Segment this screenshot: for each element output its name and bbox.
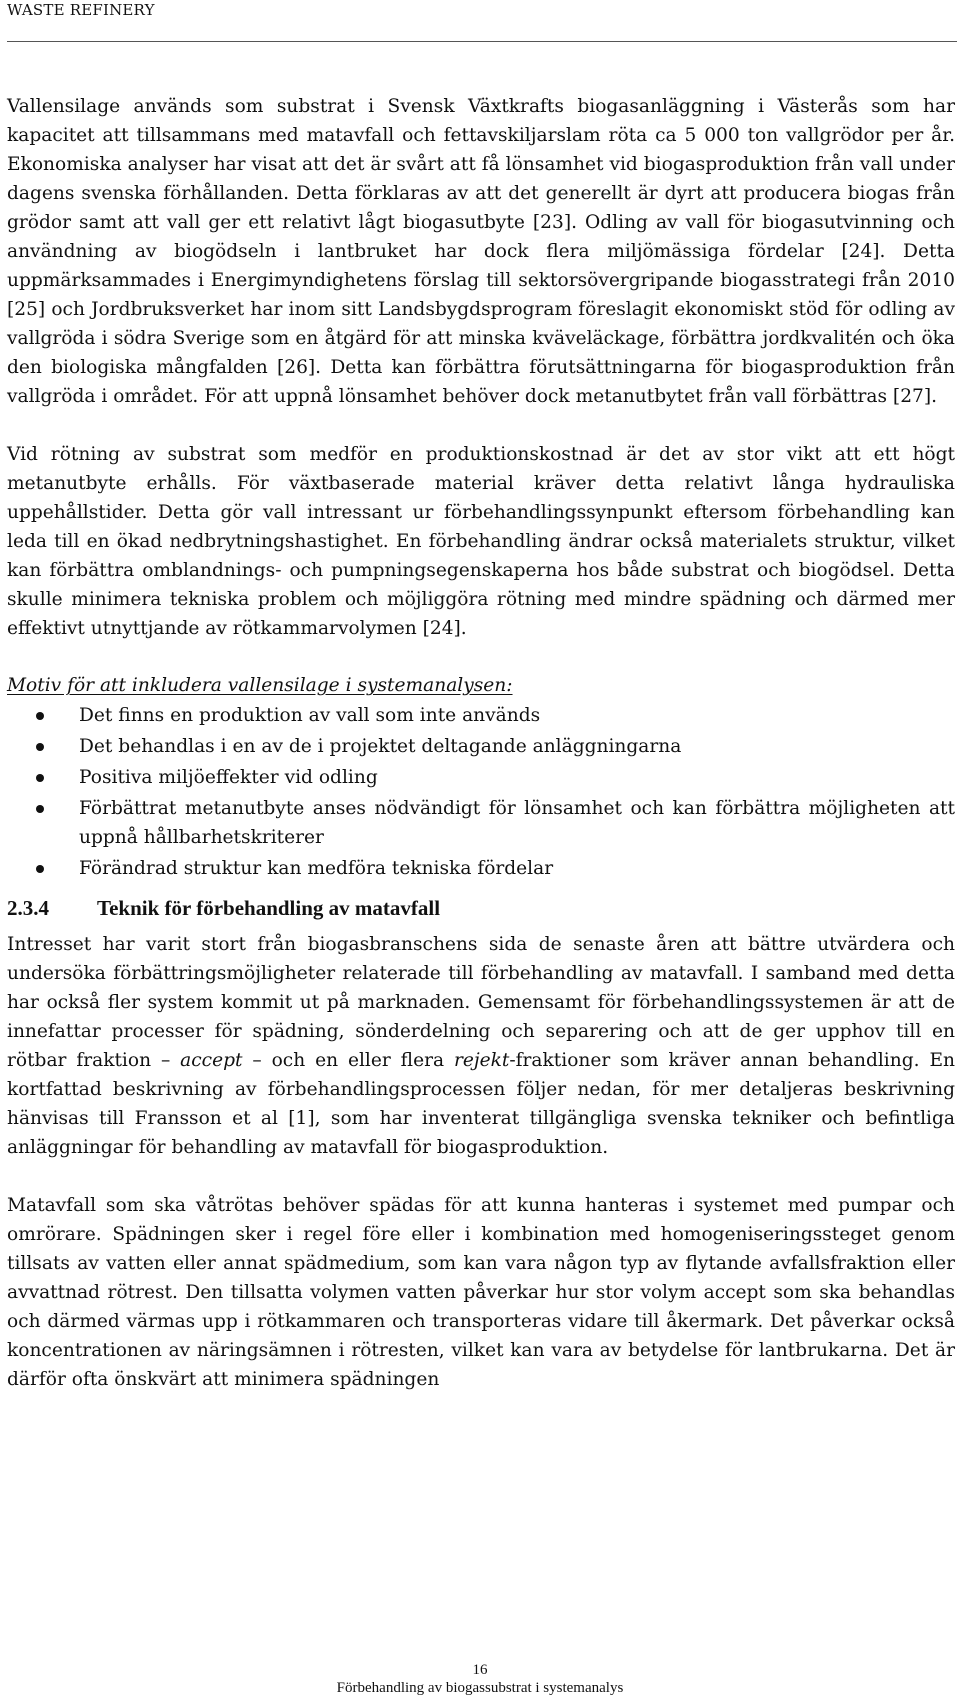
motiv-list	[7, 701, 955, 883]
bullet-icon	[36, 865, 44, 873]
list-item	[7, 763, 955, 792]
list-item-text: Det behandlas i en av de i projektet deltagande anläggningarna	[79, 736, 682, 757]
paragraph-vallensilage: Vallensilage används som substrat i Svensk Växtkrafts biogasanläggning i Västerås som har kapacitet att tillsammans med matavfall och fettavskiljarslam röta ca 5 000 ton vallgrödor per år. Ekonomiska analyser har visat att det är svårt att få lönsamhet vid biogasproduktion från vall under dagens svenska förhållanden. Detta förklaras av att det generellt är dyrt att producera biogas från grödor samt att vall ger ett relativt lågt biogasutbyte [23]. Odling av vall för biogasutvinning och användning av biogödseln i lantbruket har dock flera miljömässiga fördelar [24]. Detta uppmärksammades i Energimyndighetens förslag till sektorsövergripande biogasstrategi från 2010 [25] och Jordbruksverket har inom sitt Landsbygdsprogram föreslagit ekonomiskt stöd för odling av vallgröda i södra Sverige som en åtgärd för att minska kväveläckage, förbättra jordkvalitén och öka den biologiska mångfalden [26]. Detta kan förbättra förutsättningarna för biogasproduktion från vallgröda i området. För att uppnå lönsamhet behöver dock metanutbytet från vall förbättras [27].	[7, 96, 955, 407]
section-heading	[7, 892, 955, 924]
paragraph-text: – och en eller flera	[242, 1050, 454, 1071]
motiv-heading: Motiv för att inkludera vallensilage i systemanalysen:	[7, 675, 513, 696]
list-item	[7, 732, 955, 761]
page-header	[7, 0, 957, 42]
list-item	[7, 701, 955, 730]
paragraph-text: Intresset har varit stort från biogasbranschens sida de senaste åren att bättre utvärdera och undersöka förbättringsmöjligheter relaterade till förbehandling av matavfall. I samband med detta har också fler system kommit ut på marknaden. Gemensamt för förbehandlingssystemen är att de innefattar processer för spädning, sönderdelning och separering och att de ger upphov till en rötbar fraktion –	[7, 934, 955, 1071]
bullet-icon	[36, 805, 44, 813]
document-body	[7, 92, 955, 1394]
page-number: 16	[472, 1662, 488, 1678]
list-item-text: Förbättrat metanutbyte anses nödvändigt för lönsamhet och kan förbättra möjligheten att uppnå hållbarhetskriterer	[79, 798, 955, 848]
paragraph-text: -fraktioner som kräver annan behandling. En kortfattad beskrivning av förbehandlingsprocessen följer nedan, för mer detaljeras beskrivning hänvisas till Fransson et al [1], som har inventerat tillgängliga svenska tekniker och befintliga anläggningar för behandling av matavfall för biogasproduktion.	[7, 1050, 955, 1158]
bullet-icon	[36, 743, 44, 751]
bullet-icon	[36, 774, 44, 782]
list-item	[7, 854, 955, 883]
section-number: 2.3.4	[7, 896, 49, 920]
paragraph-spadning: Matavfall som ska våtrötas behöver spädas för att kunna hanteras i systemet med pumpar och omrörare. Spädningen sker i regel före eller i kombination med homogeniseringssteget genom tillsats av vatten eller annat spädmedium, som kan vara någon typ av flytande avfallsfraktion eller avvattnad rötrest. Den tillsatta volymen vatten påverkar hur stor volym accept som ska behandlas och därmed värmas upp i rötkammaren och transporteras vidare till åkermark. Det påverkar också koncentrationen av näringsämnen i rötresten, vilket kan vara av betydelse för lantbrukarna. Det är därför ofta önskvärt att minimera spädningen	[7, 1195, 955, 1390]
list-item-text: Positiva miljöeffekter vid odling	[79, 767, 378, 788]
footer-report-title: Förbehandling av biogassubstrat i systemanalys	[336, 1680, 624, 1696]
page-footer	[0, 1661, 960, 1697]
paragraph-forbehandling	[7, 930, 955, 1162]
header-title: WASTE REFINERY	[7, 1, 155, 19]
paragraph-rotning: Vid rötning av substrat som medför en produktionskostnad är det av stor vikt att ett högt metanutbyte erhålls. För växtbaserade material kräver detta relativt långa hydrauliska uppehållstider. Detta gör vall intressant ur förbehandlingssynpunkt eftersom förbehandling kan leda till en ökad nedbrytningshastighet. En förbehandling ändrar också materialets struktur, vilket kan förbättra omblandnings- och pumpningsegenskaperna hos både substrat och biogödsel. Detta skulle minimera tekniska problem och möjliggöra rötning med mindre spädning och därmed mer effektivt utnyttjande av rötkammarvolymen [24].	[7, 444, 955, 639]
list-item-text: Det finns en produktion av vall som inte används	[79, 705, 541, 726]
term-rejekt: rejekt	[453, 1050, 510, 1071]
list-item	[7, 794, 955, 852]
bullet-icon	[36, 712, 44, 720]
term-accept: accept	[180, 1050, 243, 1071]
list-item-text: Förändrad struktur kan medföra tekniska fördelar	[79, 858, 554, 879]
section-title: Teknik för förbehandling av matavfall	[97, 896, 441, 920]
